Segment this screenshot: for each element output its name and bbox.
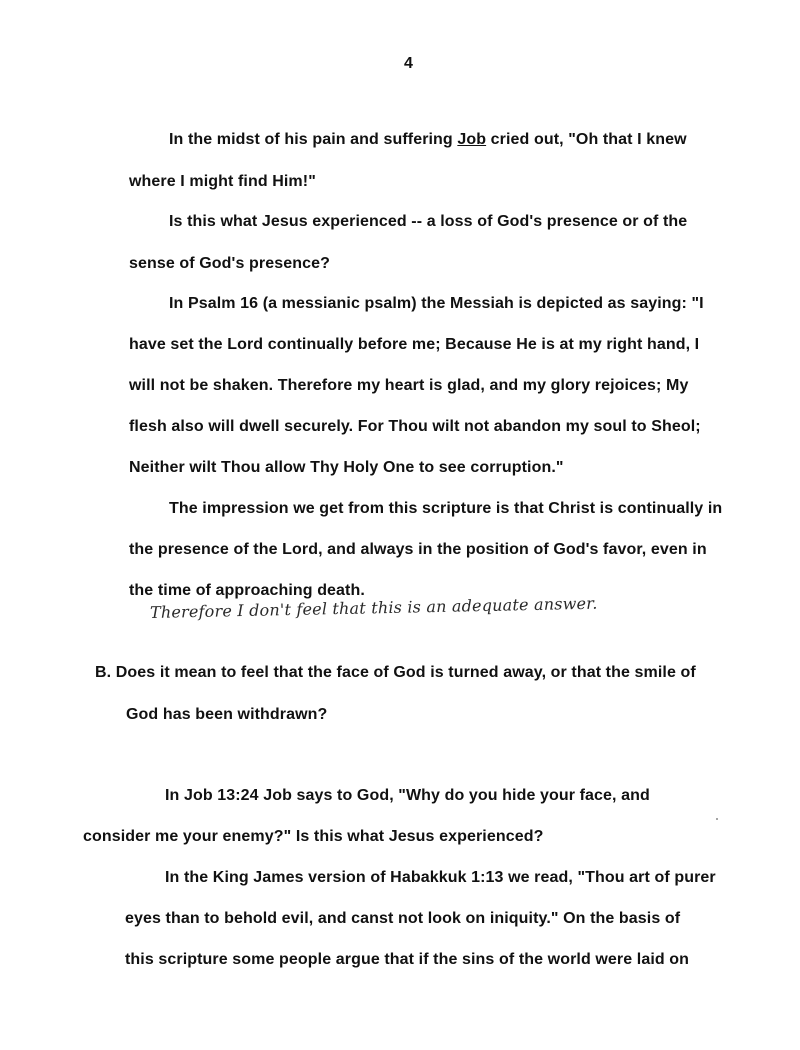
paragraph-line: In the King James version of Habakkuk 1:13 we read, "Thou art of purer [165, 869, 716, 886]
underlined-word-job: Job [457, 131, 487, 148]
paragraph-line: eyes than to behold evil, and canst not look on iniquity." On the basis of [125, 910, 681, 927]
paragraph-line: flesh also will dwell securely. For Thou wilt not abandon my soul to Sheol; [129, 418, 701, 435]
paragraph-line [169, 130, 687, 150]
paragraph-line: the time of approaching death. [129, 582, 365, 599]
paragraph-line: will not be shaken. Therefore my heart is glad, and my glory rejoices; My [129, 377, 689, 394]
paragraph-line: consider me your enemy?" Is this what Jesus experienced? [83, 828, 544, 845]
page-number: 4 [404, 55, 413, 72]
paragraph-line: have set the Lord continually before me; Because He is at my right hand, I [129, 336, 700, 353]
paragraph-line: sense of God's presence? [129, 255, 330, 272]
text-span: In the midst of his pain and suffering [169, 131, 458, 148]
paragraph-line: The impression we get from this scripture is that Christ is continually in [169, 500, 723, 517]
paragraph-line: In Job 13:24 Job says to God, "Why do you hide your face, and [165, 787, 650, 804]
scan-speck [716, 818, 718, 820]
section-heading-b: B. Does it mean to feel that the face of God is turned away, or that the smile of [95, 664, 696, 681]
section-heading-b-continued: God has been withdrawn? [126, 706, 328, 723]
paragraph-line: In Psalm 16 (a messianic psalm) the Messiah is depicted as saying: "I [169, 295, 704, 312]
paragraph-line: where I might find Him!" [129, 173, 316, 190]
text-span: cried out, "Oh that I knew [486, 131, 687, 148]
paragraph-line: Is this what Jesus experienced -- a loss of God's presence or of the [169, 213, 688, 230]
paragraph-line: this scripture some people argue that if the sins of the world were laid on [125, 951, 690, 968]
paragraph-line: the presence of the Lord, and always in the position of God's favor, even in [129, 541, 707, 558]
paragraph-line: Neither wilt Thou allow Thy Holy One to see corruption." [129, 459, 564, 476]
handwritten-annotation: Therefore I don't feel that this is an adequate answer. [149, 593, 598, 622]
